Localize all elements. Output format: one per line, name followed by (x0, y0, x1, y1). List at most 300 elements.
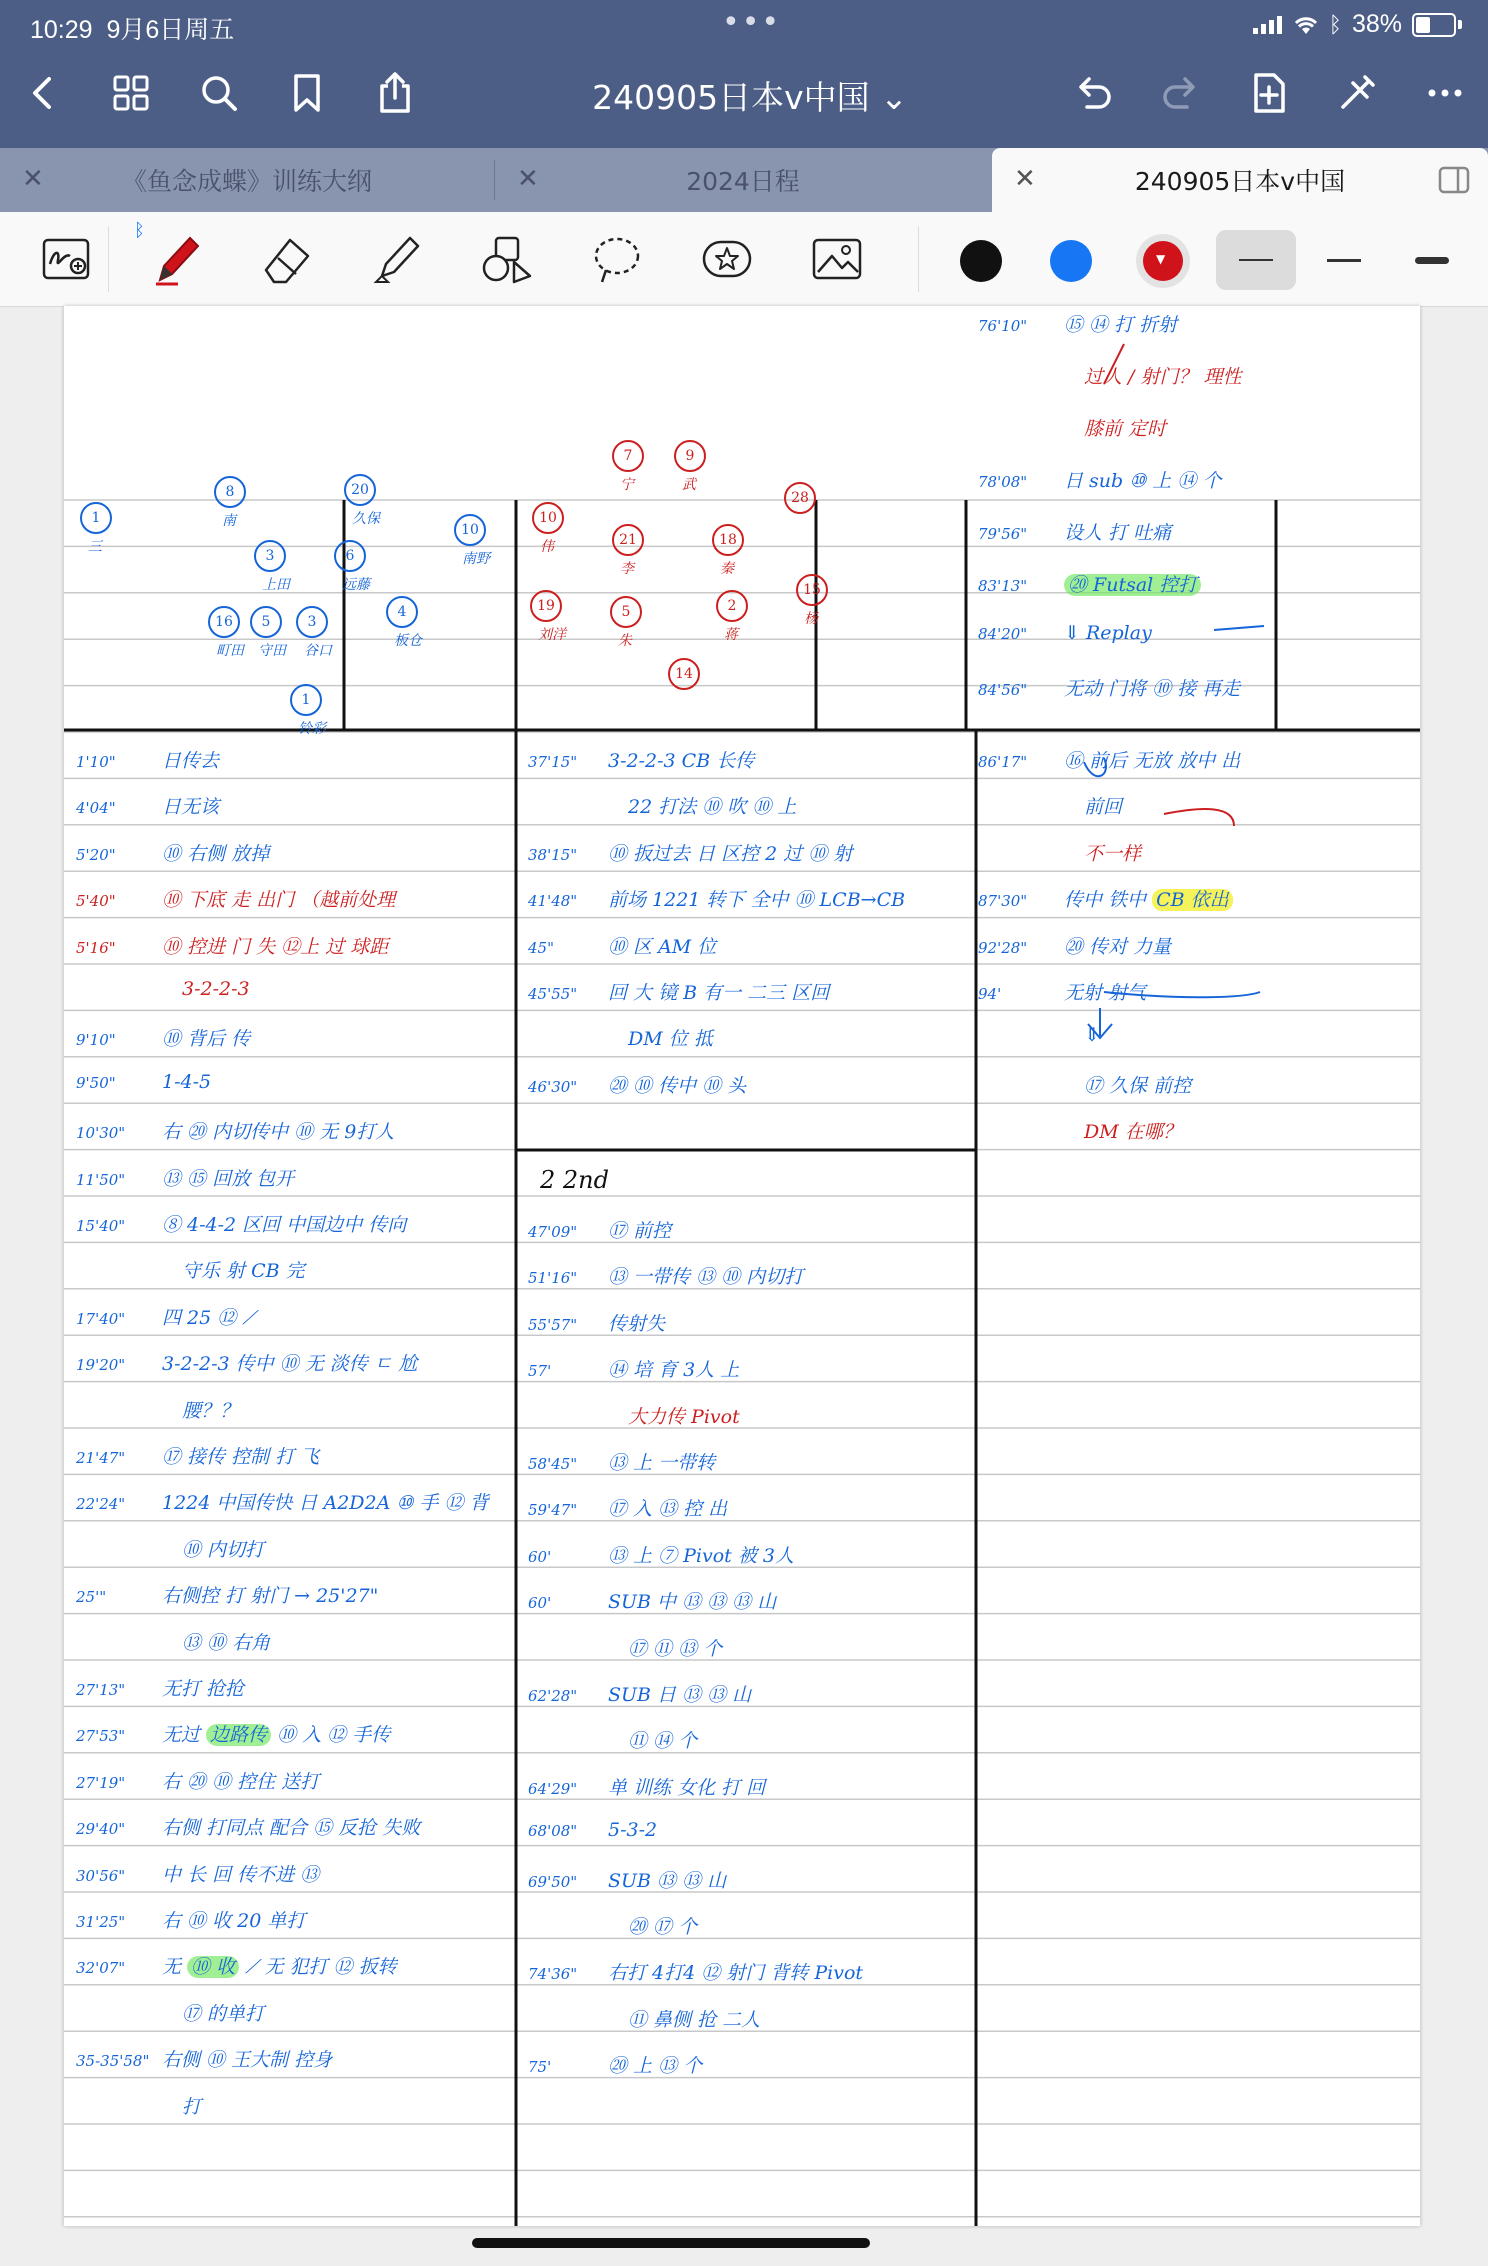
note-text: ⑩ 右侧 放掉 (162, 842, 270, 865)
status-indicators (1253, 10, 1462, 39)
note-text: 无打 抢抢 (162, 1678, 245, 1700)
note-text: 守乐 射 CB 完 (182, 1260, 305, 1283)
note-text: 不一样 (1084, 842, 1142, 865)
player-marker (254, 540, 290, 594)
multitask-dots-icon[interactable]: ••• (722, 5, 782, 40)
note-time: 10'30" (76, 1124, 126, 1143)
stroke-line (1415, 257, 1449, 264)
add-page-icon[interactable] (1242, 66, 1296, 120)
note-text: 1224 中国传快 日 A2D2A ⑩ 手 ⑫ 背 (162, 1492, 489, 1515)
player-marker (668, 658, 700, 692)
player-marker (214, 476, 246, 530)
note-time: 83'13" (978, 577, 1028, 595)
second-half-heading: 2 2nd (540, 1166, 609, 1194)
note-row (528, 1216, 671, 1243)
note-text (1064, 574, 1201, 596)
note-text: ⑩ 扳过去 日 区控 2 过 ⑩ 射 (608, 842, 853, 865)
note-row (978, 466, 1221, 493)
player-number: 28 (784, 482, 816, 514)
tab-training-outline[interactable] (0, 148, 494, 212)
player-marker (674, 440, 706, 494)
note-text: ⑯ 前后 无放 放中 出 (1064, 750, 1241, 772)
toolbar-divider (918, 226, 919, 292)
note-text: ⑩ 下底 走 出门 （越前处理 (162, 889, 396, 912)
note-row (76, 1860, 319, 1887)
note-row (76, 1813, 420, 1840)
note-row (528, 1912, 697, 1939)
note-text: 过人 / 射门？ 理性 (1084, 366, 1242, 388)
time-text: 10:29 (30, 16, 93, 44)
note-time: 32'07" (76, 1959, 126, 1978)
player-marker (208, 606, 244, 660)
player-number: 21 (612, 524, 644, 556)
note-time: 5'40" (76, 892, 116, 911)
redo-icon[interactable] (1154, 66, 1208, 120)
grid-icon[interactable] (104, 66, 158, 120)
player-marker (610, 596, 642, 650)
tab-2024-schedule[interactable] (495, 148, 991, 212)
note-row (76, 1906, 305, 1933)
notebook-page[interactable] (64, 306, 1420, 2226)
note-row (76, 1628, 270, 1655)
note-text: 右 ⑳ 内切传中 ⑩ 无 9打人 (162, 1121, 395, 1144)
note-text: ⑩ 控进 门 失 ⑫上 过 球距 (162, 935, 389, 958)
note-text: SUB 日 ⑬ ⑬ 山 (608, 1684, 752, 1706)
note-text: 传中 铁中 CB 依出 (1064, 889, 1233, 911)
note-time: 27'19" (76, 1773, 126, 1792)
note-time: 37'15" (528, 753, 578, 771)
highlight-mark: CB 依出 (1152, 889, 1233, 911)
battery-percent: 38% (1351, 10, 1402, 38)
note-time: 47'09" (528, 1223, 578, 1241)
player-number: 9 (674, 440, 706, 472)
note-row (76, 1164, 294, 1191)
note-text: ⑩ 区 AM 位 (608, 935, 717, 958)
player-name: 南野 (462, 551, 490, 567)
note-row (76, 2045, 332, 2072)
note-row (76, 978, 250, 1000)
note-time: 9'50" (76, 1073, 116, 1092)
note-row (76, 839, 269, 866)
note-row (528, 1355, 739, 1382)
note-time: 30'56" (76, 1866, 126, 1885)
color-blue-swatch[interactable] (1050, 240, 1092, 282)
note-row (76, 792, 219, 819)
note-time: 62'28" (528, 1687, 578, 1705)
note-text: SUB ⑬ ⑬ 山 (608, 1869, 727, 1892)
note-time: 38'15" (528, 845, 578, 864)
note-row (978, 362, 1242, 389)
drawing-toolbar (0, 212, 1488, 307)
note-text: ⑰ 接传 控制 打 飞 (162, 1446, 320, 1468)
note-text: ⑩ 背后 传 (162, 1028, 251, 1051)
note-row (528, 885, 905, 912)
player-number: 20 (344, 474, 376, 506)
note-text: 膝前 定时 (1084, 418, 1167, 440)
tab-bar (0, 148, 1488, 212)
player-marker (532, 502, 564, 556)
highlighter-icon[interactable] (364, 226, 430, 292)
note-row (76, 932, 388, 959)
player-number: 3 (254, 540, 286, 572)
note-row (528, 1726, 697, 1753)
note-text: 无 ⑩ 收 ⟋ 无 犯打 ⑫ 扳转 (162, 1956, 397, 1979)
note-row (528, 1402, 740, 1429)
note-time: 59'47" (528, 1501, 578, 1520)
player-name: 朱 (618, 633, 632, 649)
note-row (528, 1866, 726, 1893)
note-row (76, 1210, 406, 1237)
note-row (76, 1720, 390, 1747)
note-row (76, 2092, 201, 2119)
toolbar-divider (108, 226, 109, 292)
highlight-mark: ⑩ 收 (187, 1956, 239, 1978)
note-time: 68'08" (528, 1822, 578, 1841)
note-row (978, 932, 1171, 959)
note-text: ⑰ 的单打 (182, 2002, 265, 2025)
note-row (978, 839, 1141, 866)
player-number: 3 (296, 606, 328, 638)
player-name: 铃彩 (298, 721, 326, 737)
bluetooth-icon: ᛒ (134, 220, 145, 241)
player-name: 杨 (804, 611, 818, 627)
note-text: 1-4-5 (162, 1070, 212, 1093)
note-row (978, 1117, 1182, 1144)
player-name: 板仓 (394, 633, 422, 649)
note-text: 日无该 (162, 796, 220, 819)
note-text: 大力传 Pivot (628, 1405, 740, 1428)
note-time: 22'24" (76, 1495, 126, 1514)
note-row (528, 1773, 765, 1800)
note-time: 19'20" (76, 1356, 126, 1375)
note-time: 84'20" (978, 625, 1028, 643)
note-time: 11'50" (76, 1170, 126, 1189)
player-name: 刘洋 (538, 627, 566, 643)
note-text: 3-2-2-3 CB 长传 (608, 750, 755, 772)
note-time: 4'04" (76, 799, 116, 818)
note-row (528, 1309, 665, 1336)
note-row (76, 1952, 397, 1979)
player-name: 三 (88, 539, 102, 555)
note-text: 打 (182, 2095, 202, 2118)
note-time: 75' (528, 2058, 552, 2077)
note-row (76, 1303, 256, 1330)
note-row (76, 1674, 244, 1701)
note-text: ⑬ ⑩ 右角 (182, 1631, 271, 1654)
note-text: 右打 4打4 ⑫ 射门 背转 Pivot (608, 1962, 864, 1985)
tab-japan-v-china[interactable] (992, 148, 1488, 212)
note-time: 1'10" (76, 753, 116, 771)
note-text: ⑳ ⑩ 传中 ⑩ 头 (608, 1074, 747, 1097)
lasso-icon[interactable] (584, 226, 650, 292)
status-time (30, 10, 234, 46)
player-marker (296, 606, 332, 660)
note-row (76, 1999, 264, 2026)
note-time: 25'" (76, 1588, 107, 1607)
note-row (76, 1256, 305, 1283)
eraser-icon[interactable] (254, 226, 320, 292)
note-time: 84'56" (978, 681, 1028, 699)
handwriting-zoom-icon[interactable] (34, 226, 100, 292)
document-title[interactable]: 240905日本v中国 ⌄ (592, 78, 908, 117)
note-time: 17'40" (76, 1309, 126, 1328)
note-row (528, 1071, 746, 1098)
player-name: 李 (620, 561, 634, 577)
note-row (528, 1958, 863, 1985)
note-row (978, 746, 1240, 773)
chevron-down-icon: ▼ (1156, 252, 1166, 266)
note-time: 55'57" (528, 1315, 578, 1334)
note-time: 5'16" (76, 938, 116, 957)
note-row (978, 1071, 1191, 1098)
note-row (978, 310, 1177, 337)
note-text: ⑩ 内切打 (182, 1538, 265, 1561)
note-text: 前场 1221 转下 全中 ⑩ LCB→CB (608, 889, 906, 912)
note-row (76, 746, 219, 773)
note-time: 51'16" (528, 1269, 578, 1288)
note-time: 27'53" (76, 1727, 126, 1746)
note-row (76, 1535, 264, 1562)
note-text: 单 训练 女化 打 回 (608, 1776, 766, 1799)
sticker-icon[interactable] (694, 226, 760, 292)
note-time: 76'10" (978, 317, 1028, 335)
stroke-thick-option[interactable] (1392, 230, 1472, 290)
split-view-icon[interactable] (1438, 166, 1472, 194)
back-icon[interactable] (16, 66, 70, 120)
player-name: 秦 (720, 561, 734, 577)
player-marker (612, 524, 644, 578)
battery-icon (1412, 13, 1456, 37)
note-row (528, 1494, 727, 1521)
pen-tool-icon[interactable] (144, 226, 210, 292)
note-row (978, 792, 1122, 819)
player-number: 18 (712, 524, 744, 556)
note-row (528, 2051, 702, 2078)
player-number: 16 (208, 606, 240, 638)
note-time: 45" (528, 938, 554, 957)
note-text: 腰？？ (182, 1399, 240, 1422)
player-marker (530, 590, 566, 644)
note-text: 3-2-2-3 传中 ⑩ 无 淡传 ㄷ 尬 (162, 1353, 418, 1376)
tools-collapse-icon[interactable] (1330, 66, 1384, 120)
note-row (76, 1024, 250, 1051)
player-marker (454, 514, 490, 568)
note-time: 35-35'58" (76, 2052, 150, 2071)
player-number: 2 (716, 590, 748, 622)
note-row (76, 1071, 211, 1093)
note-row (528, 1541, 794, 1568)
note-text: 四 25 ⑫ ⟋ (162, 1306, 256, 1329)
player-name: 蒋 (724, 627, 738, 643)
note-text: 传射失 (608, 1312, 666, 1335)
shapes-icon[interactable] (474, 226, 540, 292)
stroke-thin-option[interactable] (1216, 230, 1296, 290)
note-text: ⑬ 上 一带转 (608, 1452, 716, 1474)
note-text: ⇓ (1084, 1024, 1100, 1047)
note-text: ⑳ 上 ⑬ 个 (608, 2055, 703, 2078)
tab-label: 《鱼念成蝶》训练大纲 (121, 167, 372, 196)
note-text: ⑬ ⑮ 回放 包开 (162, 1167, 295, 1190)
color-black-swatch[interactable] (960, 240, 1002, 282)
player-marker (250, 606, 286, 660)
undo-icon[interactable] (1066, 66, 1120, 120)
player-number: 7 (612, 440, 644, 472)
note-row (76, 1349, 417, 1376)
note-time: 79'56" (978, 525, 1028, 543)
note-text: 22 打法 ⑩ 吹 ⑩ 上 (628, 796, 797, 819)
note-text: ⑰ 前控 (608, 1220, 672, 1242)
note-time: 64'29" (528, 1779, 578, 1798)
note-row (76, 1396, 239, 1423)
note-row (528, 1819, 657, 1841)
note-row (76, 1581, 378, 1608)
note-row (528, 2005, 760, 2032)
note-text: DM 在哪？ (1084, 1121, 1182, 1144)
note-time: 57' (528, 1362, 552, 1381)
note-text: 前回 (1084, 796, 1123, 819)
note-text: ⑰ 久保 前控 (1084, 1074, 1192, 1097)
player-marker (334, 540, 370, 594)
player-number: 1 (290, 684, 322, 716)
player-number: 4 (386, 596, 418, 628)
note-text: ⑮ ⑭ 打 折射 (1064, 314, 1178, 336)
note-row (978, 1024, 1100, 1046)
note-row (528, 792, 796, 819)
note-time: 29'40" (76, 1820, 126, 1839)
player-marker (784, 482, 816, 516)
note-text: 右侧 打同点 配合 ⑮ 反抢 失败 (162, 1817, 421, 1840)
player-name: 宁 (620, 477, 634, 493)
search-icon[interactable] (192, 66, 246, 120)
note-text: 右 ⑳ ⑩ 控住 送打 (162, 1770, 320, 1793)
note-row (528, 1680, 751, 1707)
player-name: 久保 (352, 511, 380, 527)
note-time: 21'47" (76, 1449, 126, 1467)
note-row (528, 1262, 803, 1289)
note-text: 右 ⑩ 收 20 单打 (162, 1910, 306, 1932)
stroke-medium-option[interactable] (1304, 230, 1384, 290)
player-number: 8 (214, 476, 246, 508)
more-icon[interactable] (1418, 66, 1472, 120)
player-name: 南 (222, 513, 236, 529)
note-row (76, 1767, 319, 1794)
note-time: 86'17" (978, 753, 1028, 771)
swatch-fill (1050, 240, 1092, 282)
note-row (528, 978, 829, 1005)
note-text: 中 长 回 传不进 ⑬ (162, 1863, 320, 1886)
note-text: 回 大 镜 B 有一 二三 区回 (608, 982, 830, 1004)
note-text: ⇓ Replay (1064, 622, 1152, 644)
note-text: 日传去 (162, 750, 220, 772)
note-time: 5'20" (76, 845, 116, 864)
color-red-swatch-selected[interactable] (1136, 234, 1190, 288)
note-text: ⑳ 传对 力量 (1064, 935, 1172, 958)
note-row (978, 518, 1171, 545)
note-time: 9'10" (76, 1031, 116, 1050)
note-row (76, 1442, 319, 1469)
note-time: 58'45" (528, 1455, 578, 1473)
note-time: 60' (528, 1594, 552, 1613)
highlight-mark: 边路传 (206, 1724, 271, 1746)
note-time: 78'08" (978, 473, 1028, 491)
player-marker (716, 590, 748, 644)
note-row (528, 746, 754, 773)
player-number: 6 (334, 540, 366, 572)
battery-tip (1458, 20, 1462, 29)
close-icon[interactable]: ✕ (1014, 164, 1036, 194)
home-indicator[interactable] (472, 2238, 870, 2248)
note-row (978, 570, 1201, 597)
player-number: 19 (530, 590, 562, 622)
note-text: ⑧ 4-4-2 区回 中国边中 传向 (162, 1214, 407, 1236)
note-text: DM 位 抵 (628, 1028, 713, 1051)
player-name: 武 (682, 477, 696, 493)
tab-label: 2024日程 (686, 167, 800, 196)
player-marker (80, 502, 112, 556)
note-row (528, 1634, 722, 1661)
note-row (528, 839, 852, 866)
note-text: 日 sub ⑩ 上 ⑭ 个 (1064, 470, 1222, 492)
note-time: 94' (978, 985, 1002, 1003)
player-name: 町田 (216, 643, 244, 659)
note-text: ⑬ 上 ⑦ Pivot 被 3人 (608, 1544, 794, 1567)
note-time: 27'13" (76, 1681, 126, 1699)
tab-label: 240905日本v中国 (1134, 167, 1346, 196)
player-marker (796, 574, 828, 628)
note-time: 74'36" (528, 1965, 578, 1984)
note-time: 87'30" (978, 892, 1028, 911)
stroke-line (1327, 259, 1361, 262)
note-text: 设人 打 吐痛 (1064, 522, 1172, 544)
player-name: 远藤 (342, 577, 370, 593)
stroke-line (1239, 259, 1273, 261)
player-name: 谷口 (304, 643, 332, 659)
note-time: 31'25" (76, 1913, 126, 1931)
note-row (76, 885, 395, 912)
note-time: 46'30" (528, 1077, 578, 1096)
player-number: 5 (610, 596, 642, 628)
wifi-icon (1293, 15, 1319, 35)
note-text: 右侧 ⑩ 王大制 控身 (162, 2049, 333, 2072)
note-text: ⑪ ⑭ 个 (628, 1730, 698, 1753)
player-name: 上田 (262, 577, 290, 593)
note-row (528, 1587, 776, 1614)
note-text: ⑰ ⑪ ⑬ 个 (628, 1637, 723, 1660)
player-marker (612, 440, 644, 494)
share-icon[interactable] (368, 66, 422, 120)
note-row (978, 414, 1166, 441)
bookmark-icon[interactable] (280, 66, 334, 120)
player-number: 15 (796, 574, 828, 606)
player-name: 守田 (258, 643, 286, 659)
note-row (978, 978, 1146, 1005)
note-row (76, 1488, 489, 1515)
swatch-fill (960, 240, 1002, 282)
player-number: 1 (80, 502, 112, 534)
note-time: 15'40" (76, 1217, 126, 1235)
note-row (528, 1448, 715, 1475)
note-text: 3-2-2-3 (182, 978, 250, 1000)
date-text: 9月6日周五 (106, 16, 235, 44)
image-icon[interactable] (804, 226, 870, 292)
player-number: 10 (532, 502, 564, 534)
close-icon[interactable]: ✕ (22, 164, 44, 194)
player-marker (290, 684, 326, 738)
note-text: 无过 边路传 ⑩ 入 ⑫ 手传 (162, 1724, 391, 1747)
note-text: 右侧控 打 射门 → 25'27" (162, 1585, 379, 1608)
close-icon[interactable]: ✕ (517, 164, 539, 194)
bluetooth-icon: ᛒ (1328, 11, 1342, 37)
